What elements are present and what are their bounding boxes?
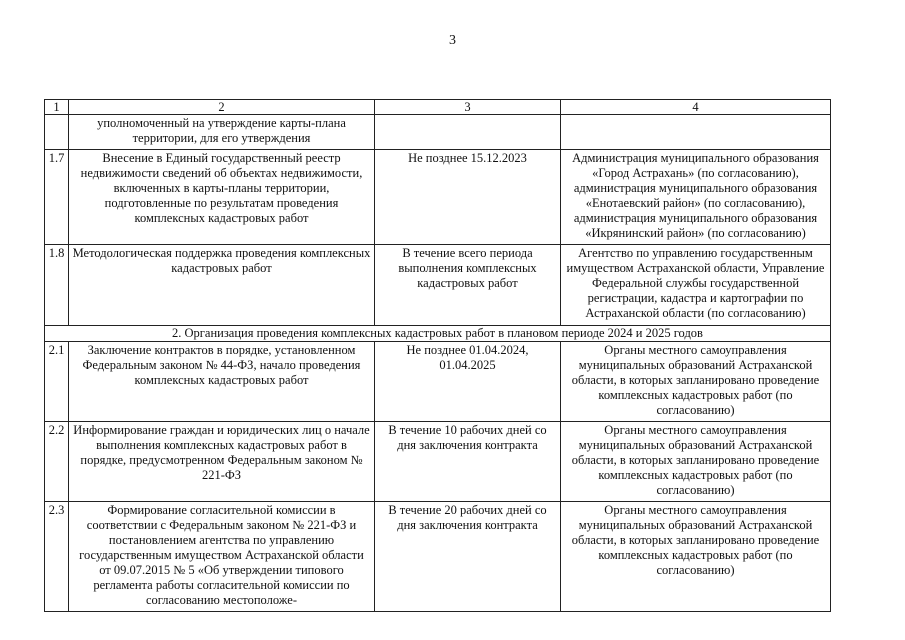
section-title: 2. Организация проведения комплексных кадастровых работ в плановом периоде 2024 и 2025 годов <box>45 326 831 342</box>
row-number: 1.8 <box>45 245 69 326</box>
deadline-cell <box>375 115 561 150</box>
row-number: 2.2 <box>45 422 69 502</box>
executor-cell: Агентство по управлению государственным имуществом Астраханской области, Управление Федеральной службы государственной регистрации, кадастра и картографии по Астраханской области (по согласованию) <box>561 245 831 326</box>
header-cell: 4 <box>561 100 831 115</box>
table-row <box>45 150 831 245</box>
header-row <box>45 100 831 115</box>
plan-table <box>44 99 831 612</box>
deadline-cell: В течение 20 рабочих дней со дня заключения контракта <box>375 502 561 612</box>
row-number: 1.7 <box>45 150 69 245</box>
row-number: 2.3 <box>45 502 69 612</box>
header-cell: 3 <box>375 100 561 115</box>
task-cell: Методологическая поддержка проведения комплексных кадастровых работ <box>69 245 375 326</box>
deadline-cell: В течение всего периода выполнения комплексных кадастровых работ <box>375 245 561 326</box>
table-row <box>45 245 831 326</box>
table-row <box>45 502 831 612</box>
task-cell: Информирование граждан и юридических лиц о начале выполнения комплексных кадастровых работ в порядке, предусмотренном Федеральным законом № 221-ФЗ <box>69 422 375 502</box>
executor-cell: Администрация муниципального образования «Город Астрахань» (по согласованию), администрация муниципального образования «Енотаевский район» (по согласованию), администрация муниципального образования «Икрянинский район» (по согласованию) <box>561 150 831 245</box>
table-row <box>45 115 831 150</box>
executor-cell: Органы местного самоуправления муниципальных образований Астраханской области, в которых запланировано проведение комплексных кадастровых работ (по согласованию) <box>561 422 831 502</box>
page-number: 3 <box>449 33 456 48</box>
header-cell: 1 <box>45 100 69 115</box>
task-cell: уполномоченный на утверждение карты-плана территории, для его утверждения <box>69 115 375 150</box>
table-row <box>45 342 831 422</box>
task-cell: Формирование согласительной комиссии в соответствии с Федеральным законом № 221-ФЗ и постановлением агентства по управлению государственным имуществом Астраханской области от 09.07.2015 № 5 «Об утверждении типового регламента работы согласительной комиссии по согласованию местоположе- <box>69 502 375 612</box>
task-cell: Заключение контрактов в порядке, установленном Федеральным законом № 44-ФЗ, начало проведения комплексных кадастровых работ <box>69 342 375 422</box>
row-number <box>45 115 69 150</box>
deadline-cell: Не позднее 15.12.2023 <box>375 150 561 245</box>
row-number: 2.1 <box>45 342 69 422</box>
task-cell: Внесение в Единый государственный реестр недвижимости сведений об объектах недвижимости, включенных в карты-планы территории, подготовленные по результатам проведения комплексных кадастровых работ <box>69 150 375 245</box>
section-row <box>45 326 831 342</box>
executor-cell: Органы местного самоуправления муниципальных образований Астраханской области, в которых запланировано проведение комплексных кадастровых работ (по согласованию) <box>561 342 831 422</box>
deadline-cell: Не позднее 01.04.2024, 01.04.2025 <box>375 342 561 422</box>
executor-cell <box>561 115 831 150</box>
deadline-cell: В течение 10 рабочих дней со дня заключения контракта <box>375 422 561 502</box>
executor-cell: Органы местного самоуправления муниципальных образований Астраханской области, в которых запланировано проведение комплексных кадастровых работ (по согласованию) <box>561 502 831 612</box>
header-cell: 2 <box>69 100 375 115</box>
table-row <box>45 422 831 502</box>
